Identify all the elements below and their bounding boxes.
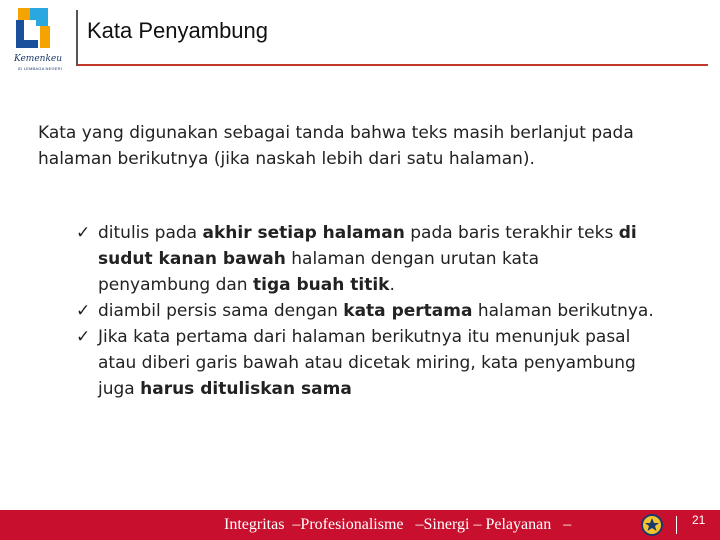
- title-underline: [78, 64, 708, 66]
- logo-text: Kemenkeu: [14, 54, 63, 64]
- page-title: Kata Penyambung: [87, 18, 269, 43]
- intro-paragraph: Kata yang digunakan sebagai tanda bahwa teks masih berlanjut pada halaman berikutnya (jika naskah lebih dari satu halaman).: [38, 123, 634, 169]
- bullet-item: ✓ diambil persis sama dengan kata pertama halaman berikutnya.: [76, 298, 656, 324]
- checkmark-icon: ✓: [76, 301, 91, 321]
- checkmark-icon: ✓: [76, 327, 91, 347]
- bullet-item: ✓ ditulis pada akhir setiap halaman pada baris terakhir teks di sudut kanan bawah halaman dengan urutan kata penyambung dan tiga buah titik.: [76, 220, 656, 298]
- ministry-emblem-icon: [640, 513, 664, 537]
- header-divider: [76, 10, 78, 66]
- bullet-item: ✓ Jika kata pertama dari halaman berikutnya itu menunjuk pasal atau diberi garis bawah atau dicetak miring, kata penyambung juga harus dituliskan sama: [76, 324, 656, 402]
- bullet-list: [76, 220, 656, 402]
- page-number: 21: [692, 513, 706, 527]
- footer-bar: [0, 510, 720, 540]
- footer-values: Integritas –Profesionalisme –Sinergi – Pelayanan –: [224, 516, 572, 533]
- logo-subtext: ID LEMBAGA NEGERI: [18, 66, 63, 71]
- checkmark-icon: ✓: [76, 223, 91, 243]
- footer-divider: [676, 516, 677, 534]
